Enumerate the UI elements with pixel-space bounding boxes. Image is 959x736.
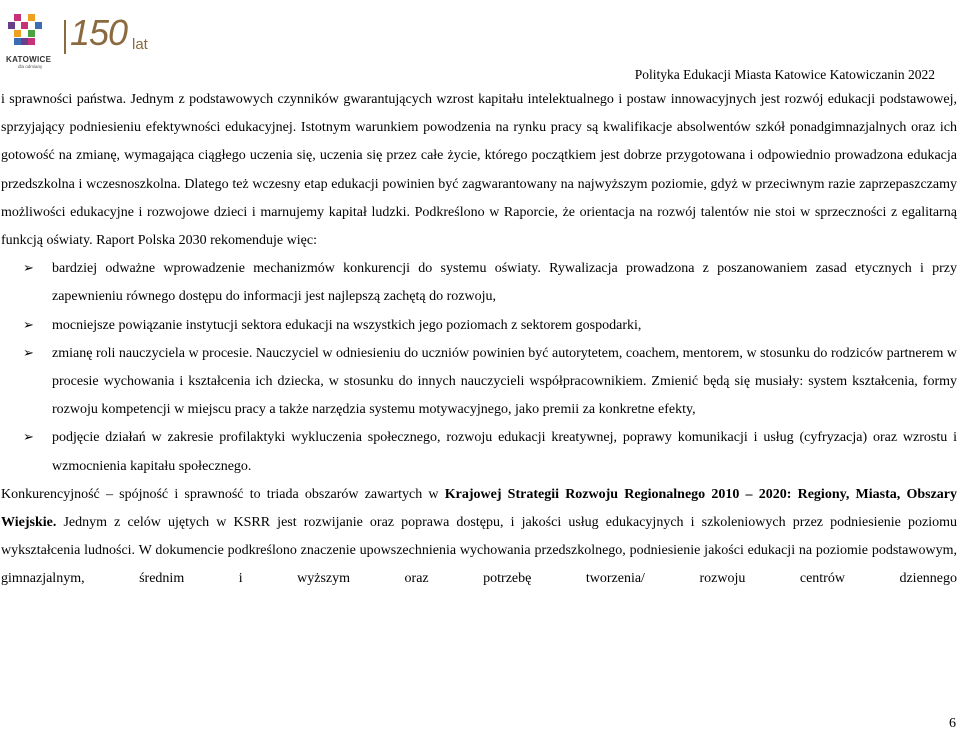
arrow-bullet-icon: ➢ <box>23 430 34 446</box>
logo-city-name: KATOWICE <box>6 55 52 64</box>
page-number: 6 <box>949 716 956 731</box>
paragraph-intro: i sprawności państwa. Jednym z podstawowych czynników gwarantujących wzrost kapitału intelektualnego i postaw innowacyjnych jest rozwój edukacji podstawowej, sprzyjający podniesieniu efektywności edukacyjnej. Istotnym warunkiem powodzenia na rynku pracy są kwalifikacje absolwentów szkół ponadgimnazjalnych oraz ich gotowość na zmianę, wymagająca ciągłego uczenia się, uczenia się przez całe życie, którego początkiem jest dobrze przygotowana i odpowiednio prowadzona edukacja przedszkolna i wczesnoszkolna. Dlatego też wczesny etap edukacji powinien być zagwarantowany na najwyższym poziomie, gdyż w przeciwnym razie zaprzepaszczamy możliwości edukacyjne i rozwojowe dzieci i marnujemy kapitał ludzki. Podkreślono w Raporcie, że orientacja na rozwój talentów nie stoi w sprzeczności z egalitarną funkcją oświaty. Raport Polska 2030 rekomenduje więc: <box>1 92 957 249</box>
recommendations-list <box>1 255 957 481</box>
logo-anniversary-suffix: lat <box>132 36 148 53</box>
list-item <box>1 255 957 311</box>
paragraph-ksrr-rest: Jednym z celów ujętych w KSRR jest rozwijanie oraz poprawa dostępu, i jakości usług edukacyjnych i szkoleniowych przez podniesienie poziomu wykształcenia ludności. W dokumencie podkreślono znaczenie upowszechnienia wychowania przedszkolnego, podniesienie jakości edukacji na poziomie podstawowym, gimnazjalnym, średnim i wyższym oraz potrzebę tworzenia/ rozwoju centrów dziennego <box>1 515 957 587</box>
list-item-text: bardziej odważne wprowadzenie mechanizmów konkurencji do systemu oświaty. Rywalizacja prowadzona z poszanowaniem zasad etycznych i przy zapewnieniu równego dostępu do informacji jest najlepszą zachętą do rozwoju, <box>52 261 957 305</box>
katowice-150-logo <box>4 10 154 68</box>
katowice-logo-icon <box>8 14 48 50</box>
list-item-text: podjęcie działań w zakresie profilaktyki wykluczenia społecznego, rozwoju edukacji kreatywnej, poprawy komunikacji i usług (cyfryzacja) oraz wzrostu i wzmocnienia kapitału społecznego. <box>52 430 957 474</box>
strategy-title: Krajowej Strategii Rozwoju Regionalnego 2010 – 2020: Regiony, Miasta, Obszary Wiejskie. <box>1 486 957 531</box>
list-item <box>1 424 957 480</box>
list-item-text: zmianę roli nauczyciela w procesie. Nauczyciel w odniesieniu do uczniów powinien być autorytetem, coachem, mentorem, w stosunku do rodziców partnerem w procesie wychowania i kształcenia ich dziecka, w stosunku do innych nauczycieli współpracownikiem. Zmienić będą się musiały: system kształcenia, formy rozwoju kompetencji w miejscu pracy a także narzędzia systemu motywacyjnego, jako premii za konkretne efekty, <box>52 345 957 418</box>
arrow-bullet-icon: ➢ <box>23 345 34 361</box>
document-header-title: Polityka Edukacji Miasta Katowice Katowiczanin 2022 <box>634 67 935 82</box>
paragraph-ksrr-lead: Konkurencyjność – spójność i sprawność to triada obszarów zawartych w <box>1 486 445 502</box>
list-item <box>1 340 957 425</box>
paragraph-ksrr <box>1 481 957 594</box>
logo-anniversary-number: 150 <box>70 12 128 53</box>
logo-tagline: dla odmiany <box>18 64 43 69</box>
list-item-text: mocniejsze powiązanie instytucji sektora edukacji na wszystkich jego poziomach z sektorem gospodarki, <box>52 317 642 333</box>
page-body <box>1 86 957 594</box>
arrow-bullet-icon: ➢ <box>23 317 34 333</box>
arrow-bullet-icon: ➢ <box>23 261 34 277</box>
logo-divider <box>64 20 66 54</box>
list-item <box>1 312 957 340</box>
